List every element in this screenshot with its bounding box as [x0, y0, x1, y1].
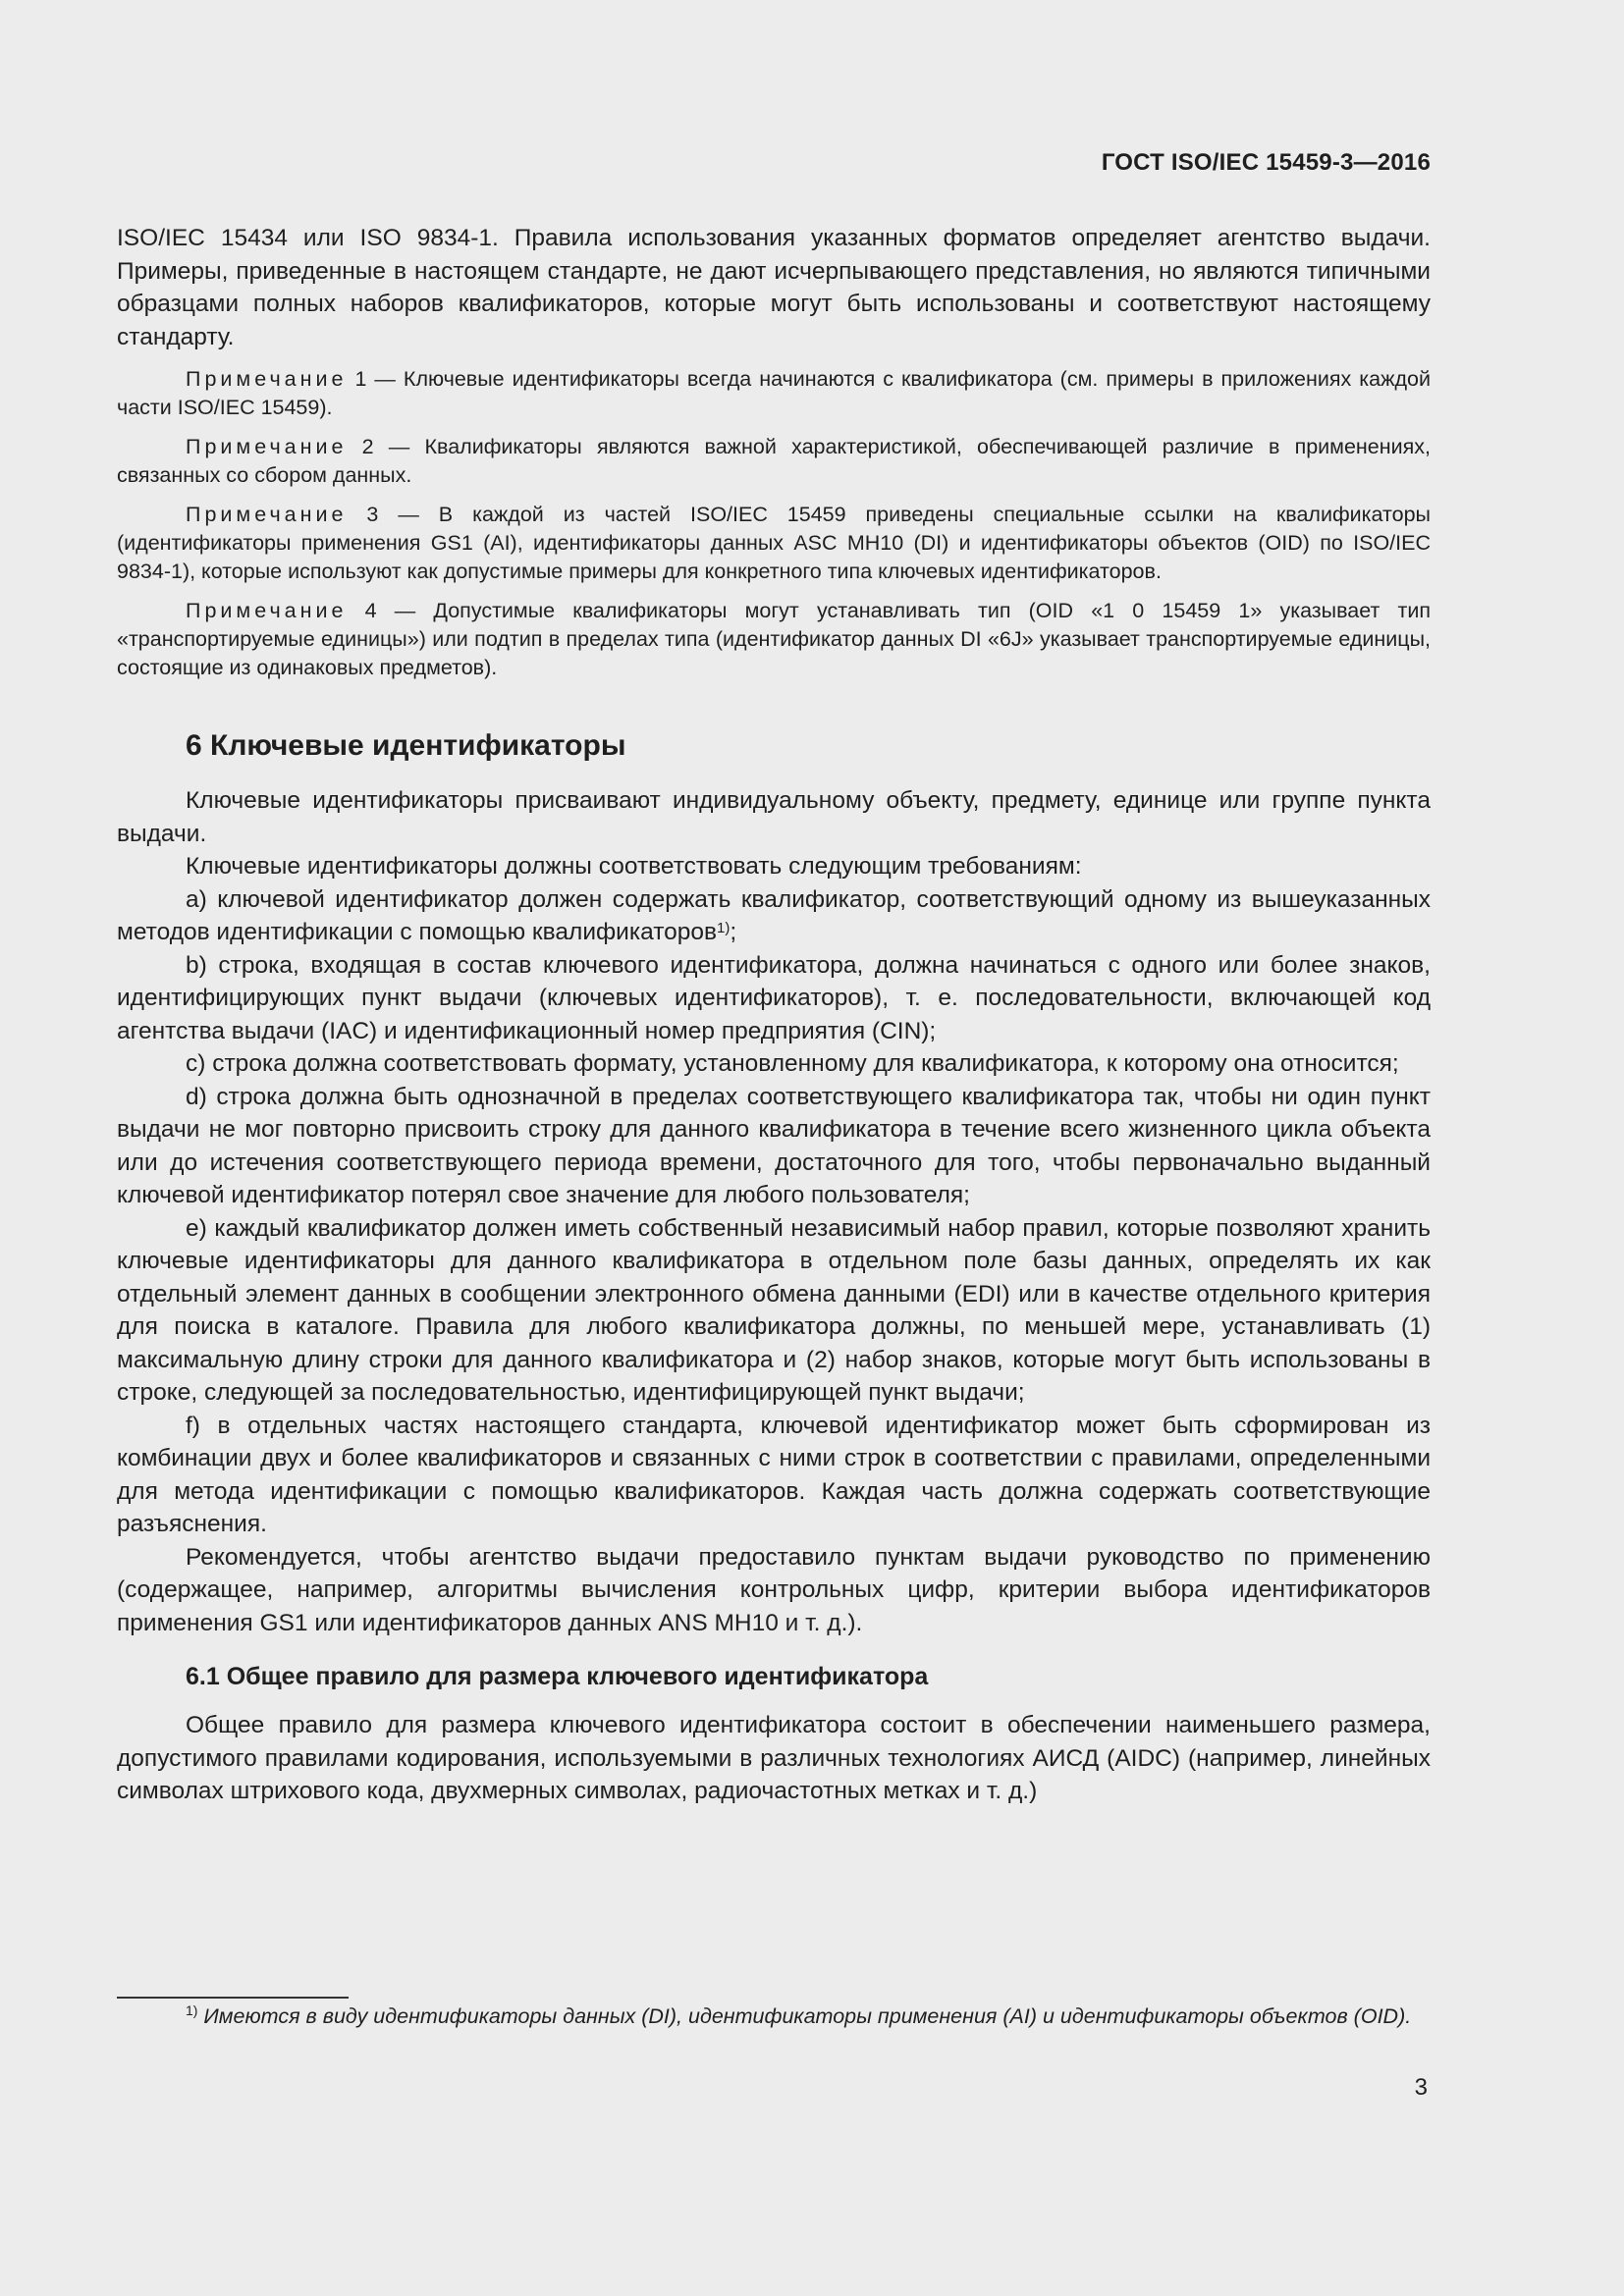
- note-text: 3 — В каждой из частей ISO/IEC 15459 приведены специальные ссылки на квалификаторы (идентификаторы применения GS1 (AI), идентификаторы данных ASC MH10 (DI) и идентификаторы объектов (OID) по ISO/IEC 9834-1), которые используют как допустимые примеры для конкретного типа ключевых идентификаторов.: [117, 503, 1431, 583]
- footnote: [117, 2002, 1431, 2031]
- footnote-ref: 1): [717, 920, 731, 936]
- note-1: [117, 365, 1431, 422]
- note-label: Примечание: [186, 599, 348, 622]
- footnote-separator: [117, 1997, 349, 1999]
- footnote-marker: 1): [186, 2002, 198, 2018]
- note-label: Примечание: [186, 503, 348, 526]
- note-2: [117, 433, 1431, 490]
- note-label: Примечание: [186, 435, 348, 458]
- list-item-b: b) строка, входящая в состав ключевого идентификатора, должна начинаться с одного или более знаков, идентифицирующих пункт выдачи (ключевых идентификаторов), т. е. последовательности, включающей код агентства выдачи (IAC) и идентификационный номер предприятия (CIN);: [117, 951, 1431, 1044]
- document-header: ГОСТ ISO/IEC 15459-3—2016: [1101, 149, 1431, 176]
- footnote-text: Имеются в виду идентификаторы данных (DI), идентификаторы применения (AI) и идентификаторы объектов (OID).: [197, 2004, 1412, 2028]
- list-item-a: [117, 883, 1431, 949]
- note-4: [117, 597, 1431, 682]
- section-6-paragraph-2: Ключевые идентификаторы должны соответствовать следующим требованиям:: [186, 853, 1082, 880]
- section-6-1-paragraph: Общее правило для размера ключевого идентификатора состоит в обеспечении наименьшего размера, допустимого правилами кодирования, используемыми в различных технологиях АИСД (AIDC) (например, линейных символах штрихового кода, двухмерных символах, радиочастотных метках и т. д.): [117, 1712, 1431, 1804]
- note-3: [117, 501, 1431, 586]
- list-item-f: f) в отдельных частях настоящего стандарта, ключевой идентификатор может быть сформирован из комбинации двух и более квалификаторов и связанных с ними строк в соответствии с правилами, определенными для метода идентификации с помощью квалификаторов. Каждая часть должна содержать соответствующие разъяснения.: [117, 1412, 1431, 1537]
- page-content: [117, 222, 1431, 1808]
- section-6-recommendation: Рекомендуется, чтобы агентство выдачи предоставило пунктам выдачи руководство по применению (содержащее, например, алгоритмы вычисления контрольных цифр, критерии выбора идентификаторов применения GS1 или идентификаторов данных ANS MH10 и т. д.).: [117, 1543, 1431, 1636]
- list-item-c: c) строка должна соответствовать формату, установленному для квалификатора, к которому она относится;: [186, 1050, 1399, 1077]
- list-item-a-text: a) ключевой идентификатор должен содержать квалификатор, соответствующий одному из вышеуказанных методов идентификации с помощью квалификаторов: [117, 885, 1431, 945]
- section-6-1-heading: 6.1 Общее правило для размера ключевого идентификатора: [186, 1663, 929, 1690]
- section-6-paragraph-1: Ключевые идентификаторы присваивают индивидуальному объекту, предмету, единице или группе пункта выдачи.: [117, 787, 1431, 847]
- note-label: Примечание: [186, 367, 348, 391]
- note-text: 1 — Ключевые идентификаторы всегда начинаются с квалификатора (см. примеры в приложениях каждой части ISO/IEC 15459).: [117, 367, 1431, 419]
- note-text: 2 — Квалификаторы являются важной характеристикой, обеспечивающей различие в применениях, связанных со сбором данных.: [117, 435, 1431, 487]
- list-item-e: e) каждый квалификатор должен иметь собственный независимый набор правил, которые позволяют хранить ключевые идентификаторы для данного квалификатора в отдельном поле базы данных, определять их как отдельный элемент данных в сообщении электронного обмена данными (EDI) или в качестве отдельного критерия для поиска в каталоге. Правила для любого квалификатора должны, по меньшей мере, устанавливать (1) максимальную длину строки для данного квалификатора и (2) набор знаков, которые могут быть использованы в строке, следующей за последовательностью, идентифицирующей пункт выдачи;: [117, 1214, 1431, 1406]
- list-item-a-end: ;: [730, 919, 737, 945]
- intro-paragraph: ISO/IEC 15434 или ISO 9834-1. Правила использования указанных форматов определяет агентство выдачи. Примеры, приведенные в настоящем стандарте, не дают исчерпывающего представления, но являются типичными образцами полных наборов квалификаторов, которые могут быть использованы и соответствуют настоящему стандарту.: [117, 225, 1431, 350]
- note-text: 4 — Допустимые квалификаторы могут устанавливать тип (OID «1 0 15459 1» указывает тип «транспортируемые единицы») или подтип в пределах типа (идентификатор данных DI «6J» указывает транспортируемые единицы, состоящие из одинаковых предметов).: [117, 599, 1431, 679]
- list-item-d: d) строка должна быть однозначной в пределах соответствующего квалификатора так, чтобы ни один пункт выдачи не мог повторно присвоить строку для данного квалификатора в течение всего жизненного цикла объекта или до истечения соответствующего периода времени, достаточного для того, чтобы первоначально выданный ключевой идентификатор потерял свое значение для любого пользователя;: [117, 1083, 1431, 1208]
- page-number: 3: [1414, 2074, 1428, 2101]
- section-6-heading: 6 Ключевые идентификаторы: [186, 729, 626, 762]
